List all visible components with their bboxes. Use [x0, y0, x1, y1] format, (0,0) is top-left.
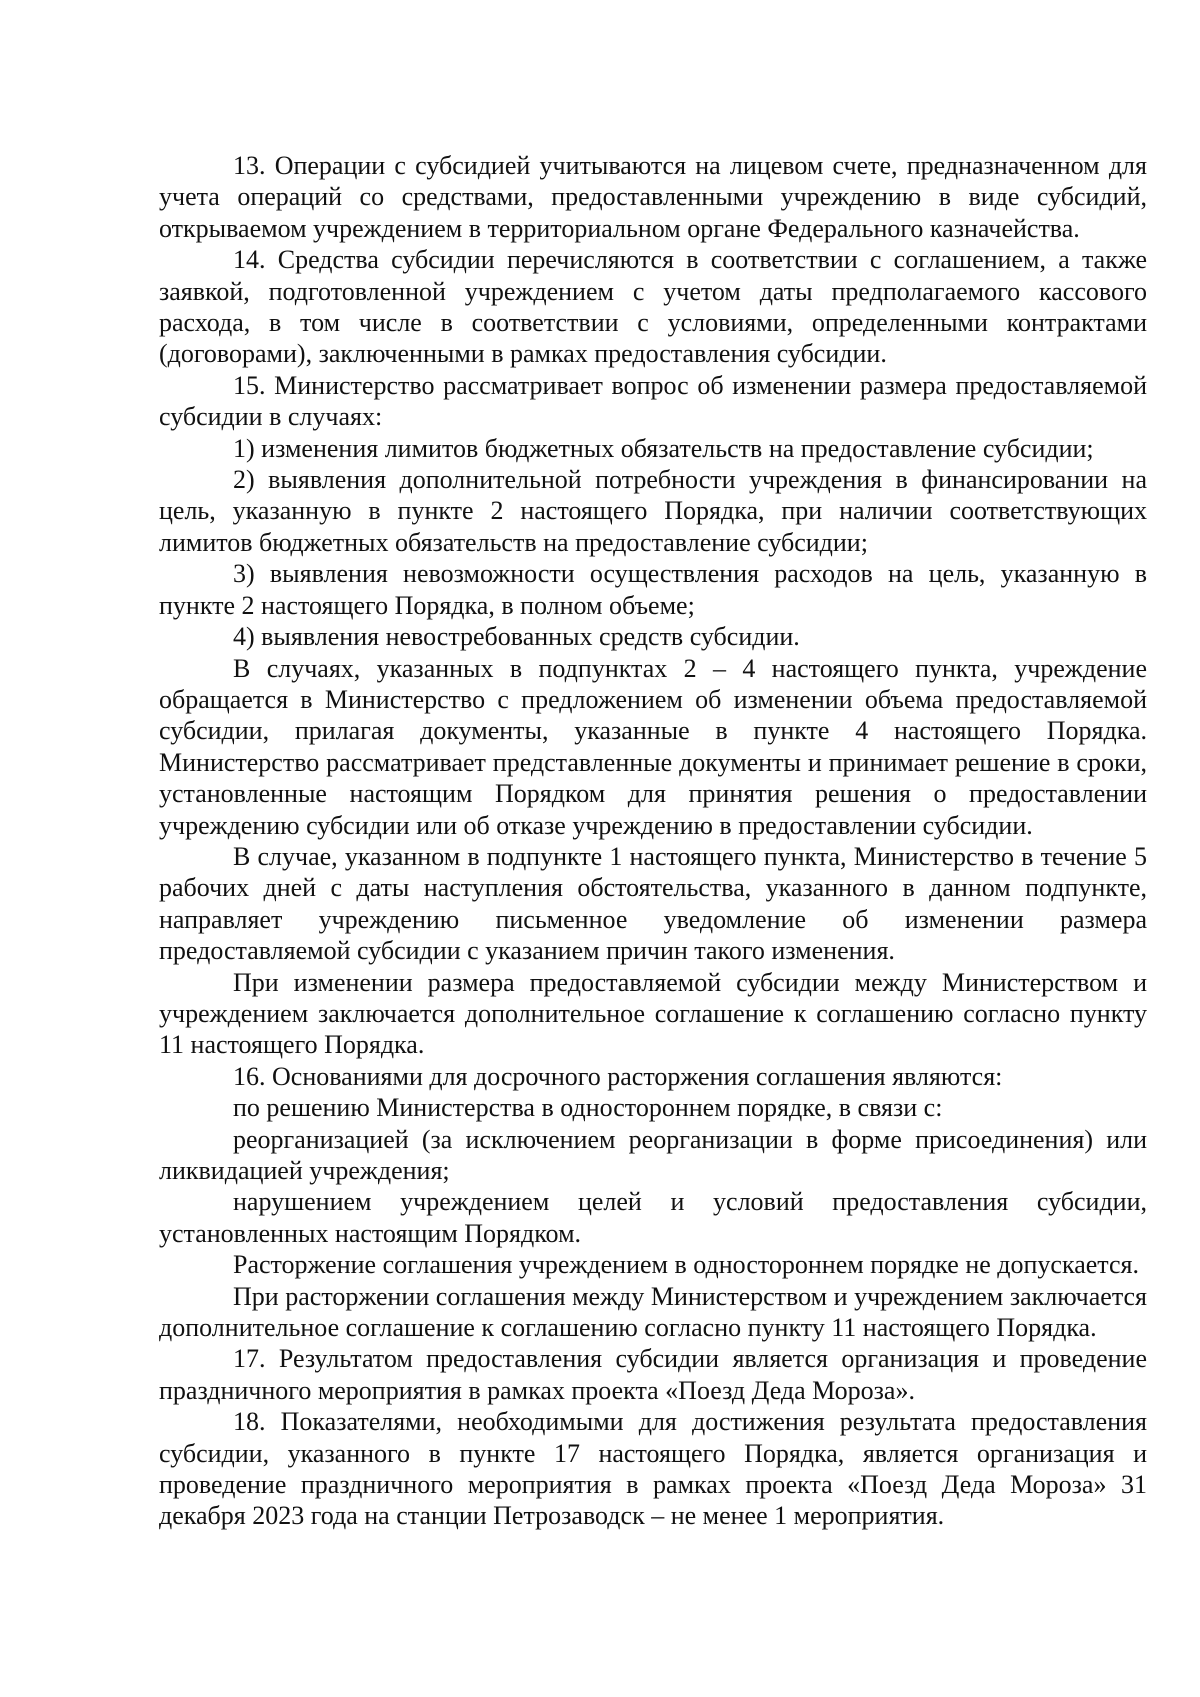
paragraph-15-item-4: 4) выявления невостребованных средств субсидии.	[233, 622, 800, 652]
paragraph-16: 16. Основаниями для досрочного расторжения соглашения являются:	[233, 1061, 1003, 1091]
paragraph-15-cases-2-4: В случаях, указанных в подпунктах 2 – 4 настоящего пункта, учреждение обращается в Министерство с предложением об изменении объема предоставляемой субсидии, прилагая документы, указанные в пункте 4 настоящего Порядка. Министерство рассматривает представленные документы и принимает решение в сроки, установленные настоящим Порядком для принятия решения о предоставлении учреждению субсидии или об отказе учреждению в предоставлении субсидии.	[159, 653, 1147, 840]
paragraph-16-no-unilateral: Расторжение соглашения учреждением в одностороннем порядке не допускается.	[233, 1250, 1139, 1280]
paragraph-15: 15. Министерство рассматривает вопрос об изменении размера предоставляемой субсидии в случаях:	[159, 370, 1147, 432]
document-page	[159, 150, 1147, 1532]
paragraph-18: 18. Показателями, необходимыми для достижения результата предоставления субсидии, указанного в пункте 17 настоящего Порядка, является организация и проведение праздничного мероприятия в рамках проекта «Поезд Деда Мороза» 31 декабря 2023 года на станции Петрозаводск – не менее 1 мероприятия.	[159, 1407, 1147, 1531]
paragraph-15-item-1: 1) изменения лимитов бюджетных обязательств на предоставление субсидии;	[233, 433, 1094, 463]
paragraph-15-case-1: В случае, указанном в подпункте 1 настоящего пункта, Министерство в течение 5 рабочих дней с даты наступления обстоятельства, указанного в данном подпункте, направляет учреждению письменное уведомление об изменении размера предоставляемой субсидии с указанием причин такого изменения.	[159, 841, 1147, 966]
paragraph-16-violation: нарушением учреждением целей и условий предоставления субсидии, установленных настоящим Порядком.	[159, 1187, 1147, 1248]
paragraph-16-reorganization: реорганизацией (за исключением реорганизации в форме присоединения) или ликвидацией учреждения;	[159, 1124, 1147, 1185]
paragraph-15-item-2: 2) выявления дополнительной потребности учреждения в финансировании на цель, указанную в пункте 2 настоящего Порядка, при наличии соответствующих лимитов бюджетных обязательств на предоставление субсидии;	[159, 465, 1147, 557]
paragraph-16-termination-agreement: При расторжении соглашения между Министерством и учреждением заключается дополнительное соглашение к соглашению согласно пункту 11 настоящего Порядка.	[159, 1281, 1147, 1343]
paragraph-15-item-3: 3) выявления невозможности осуществления расходов на цель, указанную в пункте 2 настоящего Порядка, в полном объеме;	[159, 559, 1147, 620]
paragraph-15-additional-agreement: При изменении размера предоставляемой субсидии между Министерством и учреждением заключается дополнительное соглашение к соглашению согласно пункту 11 настоящего Порядка.	[159, 967, 1147, 1060]
paragraph-14: 14. Средства субсидии перечисляются в соответствии с соглашением, а также заявкой, подготовленной учреждением с учетом даты предполагаемого кассового расхода, в том числе в соответствии с условиями, определенными контрактами (договорами), заключенными в рамках предоставления субсидии.	[159, 245, 1147, 369]
paragraph-17: 17. Результатом предоставления субсидии является организация и проведение праздничного мероприятия в рамках проекта «Поезд Деда Мороза».	[159, 1344, 1147, 1405]
paragraph-13: 13. Операции с субсидией учитываются на лицевом счете, предназначенном для учета операций со средствами, предоставленными учреждению в виде субсидий, открываемом учреждением в территориальном органе Федерального казначейства.	[159, 151, 1147, 243]
paragraph-16-unilateral: по решению Министерства в одностороннем порядке, в связи с:	[233, 1093, 943, 1123]
